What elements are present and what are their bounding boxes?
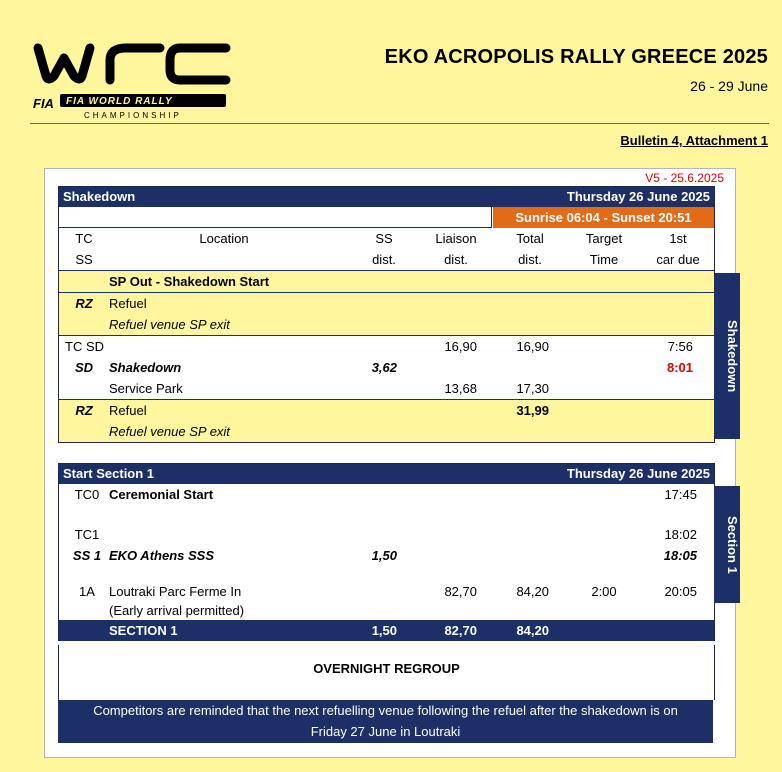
shakedown-date: Thursday 26 June 2025 xyxy=(566,189,710,204)
column-headers xyxy=(59,228,714,270)
shakedown-side-tab xyxy=(714,273,740,439)
row-liaison: 13,68 xyxy=(444,381,477,396)
notice-line-2: Friday 27 June in Loutraki xyxy=(310,724,461,739)
row-tc: TC1 xyxy=(74,527,100,542)
overnight-regroup: OVERNIGHT REGROUP xyxy=(58,645,715,700)
shakedown-header xyxy=(59,187,714,207)
row-tc: RZ xyxy=(75,296,93,311)
section1-total-row xyxy=(59,620,714,641)
shakedown-side-label: Shakedown xyxy=(725,319,740,393)
table-row xyxy=(59,335,714,357)
bulletin-reference: Bulletin 4, Attachment 1 xyxy=(620,133,768,148)
section1-side-tab xyxy=(714,486,740,603)
version-label: V5 - 25.6.2025 xyxy=(645,171,724,185)
row-location: EKO Athens SSS xyxy=(109,548,214,563)
row-tc: SS 1 xyxy=(72,548,102,563)
section1-header xyxy=(59,464,714,484)
row-total: 17,30 xyxy=(516,381,549,396)
row-car-due: 20:05 xyxy=(664,584,697,599)
row-location: Refuel xyxy=(109,403,147,418)
row-tc: TC SD xyxy=(65,339,104,354)
row-total: 16,90 xyxy=(516,339,549,354)
section-total-label: SECTION 1 xyxy=(109,623,178,638)
row-target: 2:00 xyxy=(591,584,617,599)
table-row xyxy=(59,524,714,545)
section1-side-label: Section 1 xyxy=(725,515,740,574)
col-total-dist: dist. xyxy=(518,252,542,267)
row-car-due: 18:05 xyxy=(663,548,697,563)
row-car-due: 8:01 xyxy=(666,360,693,375)
shakedown-title: Shakedown xyxy=(63,189,136,204)
col-ss: SS xyxy=(375,231,393,246)
row-location: Refuel venue SP exit xyxy=(109,317,230,332)
svg-text:CHAMPIONSHIP: CHAMPIONSHIP xyxy=(84,111,182,120)
row-location: Refuel xyxy=(109,296,147,311)
sun-row xyxy=(59,207,714,228)
table-row xyxy=(59,421,714,442)
svg-text:FIA WORLD RALLY: FIA WORLD RALLY xyxy=(66,96,173,107)
table-row xyxy=(59,582,714,620)
row-tc: TC0 xyxy=(74,487,100,502)
row-ss-dist: 1,50 xyxy=(371,548,397,563)
col-total: Total xyxy=(516,231,544,246)
event-dates: 26 - 29 June xyxy=(690,78,768,94)
shakedown-table xyxy=(58,186,715,443)
refuel-notice xyxy=(58,700,713,743)
col-liaison-dist: dist. xyxy=(444,252,468,267)
row-tc: SD xyxy=(74,360,94,375)
row-total: 84,20 xyxy=(516,584,549,599)
table-row xyxy=(59,292,714,314)
section1-table xyxy=(58,463,715,641)
row-location: Ceremonial Start xyxy=(109,487,214,502)
sunrise-sunset: Sunrise 06:04 - Sunset 20:51 xyxy=(493,207,714,228)
table-row xyxy=(59,314,714,335)
row-liaison: 16,90 xyxy=(444,339,477,354)
row-location: Refuel venue SP exit xyxy=(109,424,230,439)
row-location: Service Park xyxy=(109,381,183,396)
table-row xyxy=(59,399,714,421)
svg-text:FIA: FIA xyxy=(33,96,54,111)
col-liaison: Liaison xyxy=(435,231,477,246)
row-tc: RZ xyxy=(75,403,93,418)
row-car-due: 7:56 xyxy=(667,339,693,354)
section1-date: Thursday 26 June 2025 xyxy=(566,466,710,481)
event-title: EKO ACROPOLIS RALLY GREECE 2025 xyxy=(384,46,768,68)
wrc-logo xyxy=(30,38,235,123)
col-tc: TC xyxy=(75,231,93,246)
row-car-due: 18:02 xyxy=(664,527,697,542)
header-divider xyxy=(30,123,769,124)
table-row xyxy=(59,357,714,378)
col-location: Location xyxy=(199,231,249,246)
section-total-liaison: 82,70 xyxy=(444,623,477,638)
col-car-due: car due xyxy=(656,252,700,267)
col-target: Target xyxy=(585,231,623,246)
wrc-logo-graphic xyxy=(30,38,235,123)
table-row xyxy=(59,545,714,582)
row-location: SP Out - Shakedown Start xyxy=(109,274,270,289)
table-row xyxy=(59,378,714,399)
col-target-time: Time xyxy=(589,252,619,267)
row-tc: 1A xyxy=(79,584,95,599)
col-ss-label: SS xyxy=(75,252,93,267)
row-location: Shakedown xyxy=(109,360,182,375)
row-location-note: (Early arrival permitted) xyxy=(109,603,245,618)
table-row xyxy=(59,270,714,292)
row-ss-dist: 3,62 xyxy=(371,360,397,375)
col-first-car: 1st xyxy=(669,231,687,246)
row-car-due: 17:45 xyxy=(664,487,697,502)
row-liaison: 82,70 xyxy=(444,584,477,599)
section-total-ss: 1,50 xyxy=(371,623,397,638)
row-total: 31,99 xyxy=(516,403,549,418)
col-ss-dist: dist. xyxy=(372,252,396,267)
row-location: Loutraki Parc Ferme In xyxy=(109,584,242,599)
section-total-distance: 84,20 xyxy=(516,623,549,638)
section1-title: Start Section 1 xyxy=(63,466,155,481)
table-row xyxy=(59,484,714,524)
notice-line-1: Competitors are reminded that the next refuelling venue following the refuel after the shakedown is on xyxy=(93,703,678,718)
